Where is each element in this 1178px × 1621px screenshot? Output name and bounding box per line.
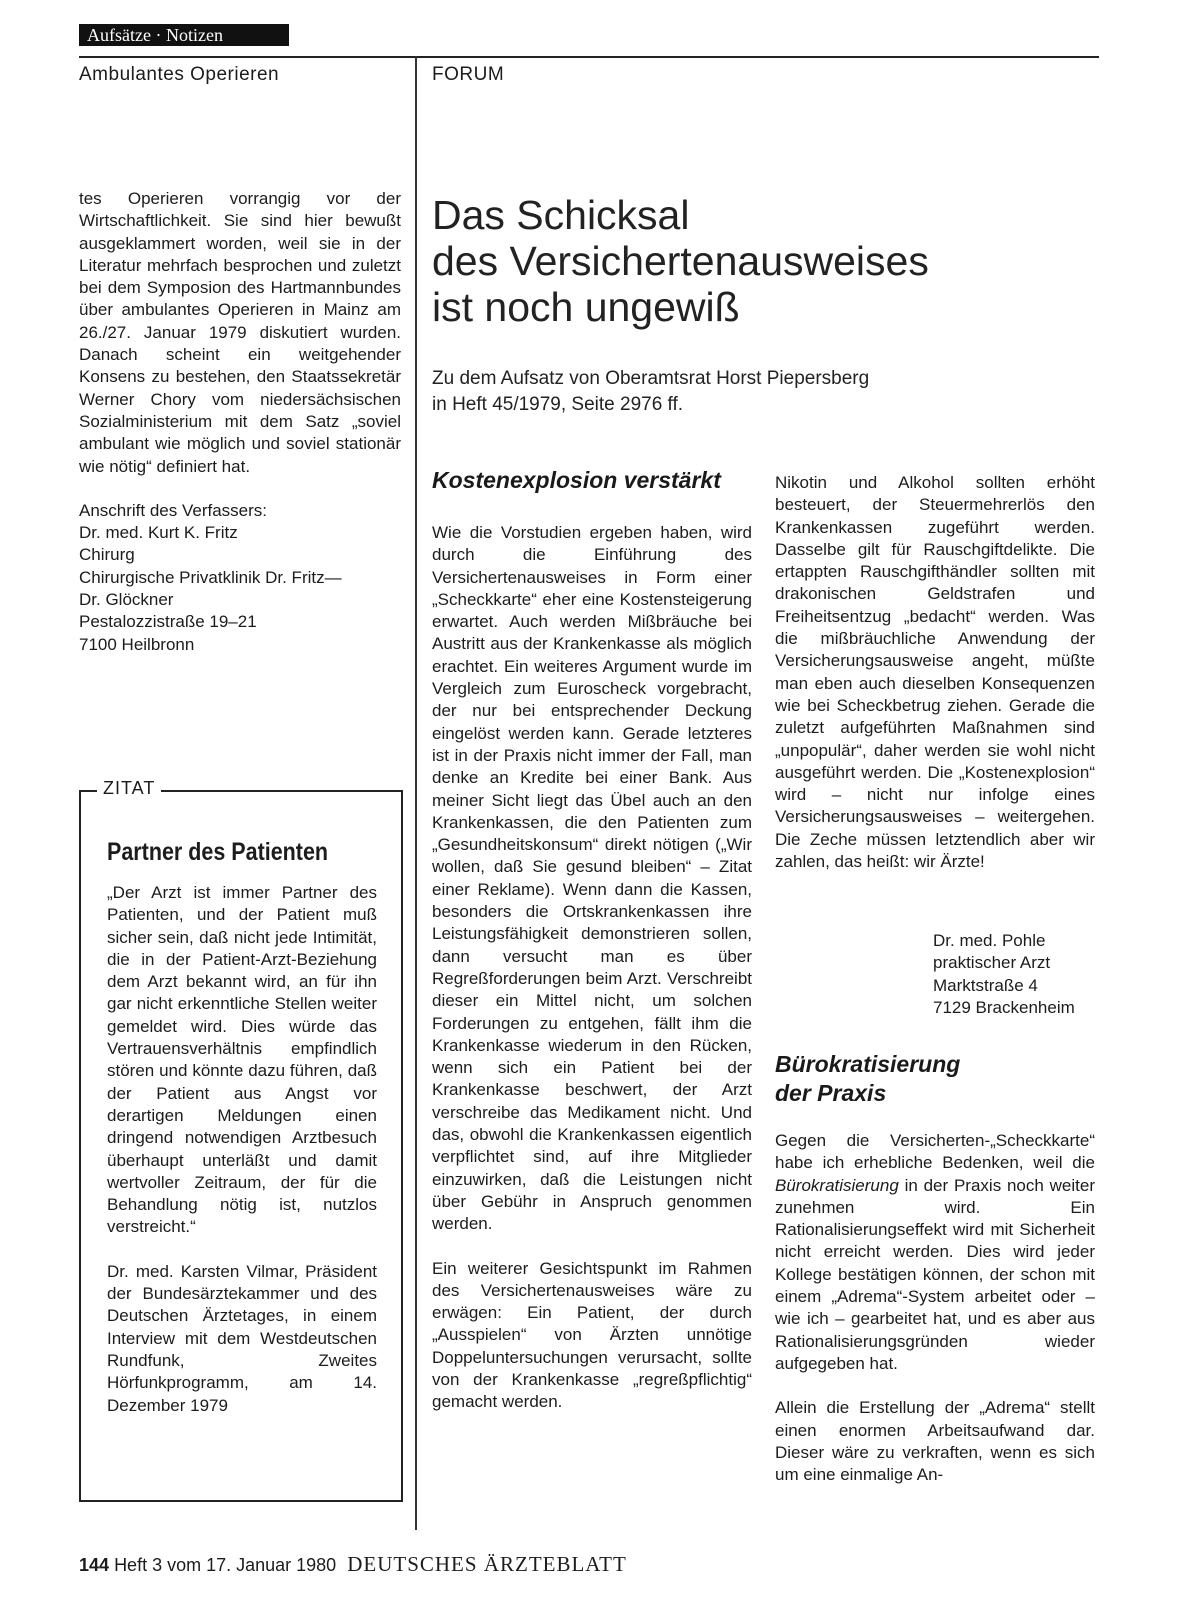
section-bar: Aufsätze · Notizen [79, 24, 289, 46]
letter2-text: in der Praxis noch weiter zunehmen wird. Ein Rationalisierungseffekt wird mit Sicherheit nicht erreicht werden. Dies wird jeder Kollege bestätigen können, der schon mit einem „Adrema“-System arbeitet oder – wie ich – gearbeitet hat, und es aber aus Rationalisierungsgründen wieder aufgegeben hat. [775, 1175, 1095, 1373]
page-footer [79, 1552, 627, 1577]
letter2-body [775, 1130, 1095, 1486]
author-address [79, 500, 401, 656]
letter2-subhead [775, 1050, 960, 1108]
letter1-signature [933, 930, 1075, 1019]
headline-line: ist noch ungewiß [432, 284, 740, 330]
signature-line: Marktstraße 4 [933, 975, 1038, 995]
quote-source: Dr. med. Karsten Vilmar, Präsident der Bundesärztekammer und des Deutschen Ärztetages, in einem Interview mit dem Westdeutschen Rundfunk, Zweites Hörfunkprogramm, am 14. Dezember 1979 [107, 1261, 377, 1415]
issue-info: Heft 3 vom 17. Januar 1980 [114, 1555, 337, 1575]
address-line: Anschrift des Verfassers: [79, 500, 268, 520]
left-column [79, 188, 401, 656]
quote-title: Partner des Patienten [107, 838, 329, 866]
dek-line: Zu dem Aufsatz von Oberamtsrat Horst Piepersberg [432, 368, 870, 389]
left-paragraph: tes Operieren vorrangig vor der Wirtschaftlichkeit. Sie sind hier bewußt ausgeklammert worden, weil sie in der Literatur mehrfach besprochen und zuletzt bei dem Symposion des Hartmannbundes über ambulantes Operieren in Mainz am 26./27. Januar 1979 diskutiert wurden. Danach scheint ein weitgehender Konsens zu bestehen, den Staatssekretär Werner Chory vom niedersächsischen Sozialministerium mit dem Satz „soviel ambulant wie möglich und soviel stationär wie nötig“ definiert hat. [79, 189, 401, 476]
subhead-line: Bürokratisierung [775, 1051, 961, 1077]
middle-column [432, 522, 752, 1414]
quote-text: „Der Arzt ist immer Partner des Patienten, und der Patient muß sicher sein, daß nicht jede Intimität, die in der Patient-Arzt-Beziehung dem Arzt bekannt wird, an für ihn gar nicht erkenntliche Stellen weiter gemeldet wird. Dies würde das Vertrauensverhältnis empfindlich stören und könnte dazu führen, daß der Patient aus Angst vor derartigen Meldungen einen dringend notwendigen Arztbesuch überhaupt unterläßt und damit wertvoller Zeitraum, der für die Behandlung nötig ist, nutzlos verstreicht.“ [107, 883, 377, 1237]
address-line: Dr. Glöckner [79, 590, 174, 610]
journal-name: DEUTSCHES ÄRZTEBLATT [347, 1552, 627, 1576]
address-line: Dr. med. Kurt K. Fritz [79, 523, 238, 543]
article-dek [432, 366, 869, 418]
letter2-paragraph [775, 1130, 1095, 1375]
signature-line: 7129 Brackenheim [933, 997, 1075, 1017]
quote-content [107, 882, 377, 1417]
address-line: Pestalozzistraße 19–21 [79, 612, 257, 632]
article-headline [432, 192, 929, 330]
headline-line: des Versichertenausweises [432, 238, 929, 284]
letter2-emphasis: Bürokratisierung [775, 1175, 899, 1195]
headline-line: Das Schicksal [432, 192, 690, 238]
right-column [775, 472, 1095, 873]
address-line: Chirurg [79, 545, 135, 565]
address-line: Chirurgische Privatklinik Dr. Fritz— [79, 567, 342, 587]
letter1-paragraph: Wie die Vorstudien ergeben haben, wird durch die Einführung des Versichertenausweises in Form einer „Scheckkarte“ eher eine Kostensteigerung erwartet. Auch werden Mißbräuche bei Austritt aus der Krankenkasse als möglich erachtet. Ein weiteres Argument wurde im Vergleich zum Euroscheck vorgebracht, der nur bei entsprechender Deckung eingelöst werden kann. Gerade letzteres ist in der Praxis nicht immer der Fall, man denke an Kredite bei einer Bank. Aus meiner Sicht liegt das Übel auch an den Krankenkassen, die den Patienten zum „Gesundheitskonsum“ direkt nötigen („Wir wollen, daß Sie gesund bleiben“ – Zitat einer Reklame). Wenn dann die Kassen, besonders die Ortskrankenkassen ihre Leistungsfähigkeit demonstrieren sollen, dann versucht man es über Regreßforderungen beim Arzt. Verschreibt dieser ein Mittel nicht, um solchen Forderungen zu entgehen, fällt ihm die Krankenkasse wiederum in den Rücken, wenn sich ein Patient bei der Krankenkasse beschwert, der Arzt verschreibe das Medikament nicht. Und das, obwohl die Krankenkassen eigentlich verpflichtet sind, auf ihre Mitglieder einzuwirken, daß die Leistungen nicht über Gebühr in Anspruch genommen werden. [432, 523, 752, 1234]
letter1-subhead: Kostenexplosion verstärkt [432, 467, 721, 493]
column-divider [415, 56, 417, 1530]
section-title-right: FORUM [432, 64, 505, 85]
page-number: 144 [79, 1555, 110, 1575]
letter2-paragraph: Allein die Erstellung der „Adrema“ stellt einen enormen Arbeitsaufwand dar. Dieser wäre zu verkraften, wenn es sich um eine einmalige An- [775, 1398, 1095, 1485]
letter1-paragraph: Nikotin und Alkohol sollten erhöht besteuert, der Steuermehrerlös den Krankenkassen zugeführt werden. Dasselbe gilt für Rauschgiftdelikte. Die ertappten Rauschgifthändler sollten mit drakonischen Geldstrafen und Freiheitsentzug „bedacht“ werden. Was die mißbräuchliche Anwendung der Versicherungsausweise angeht, müßte man eben auch dieselben Konsequenzen wie bei Scheckbetrug ziehen. Gerade die zuletzt aufgeführten Maßnahmen sind „unpopulär“, daher werden sie wohl nicht ausgeführt werden. Die „Kostenexplosion“ wird – nicht nur infolge eines Versicherungsausweises – weitergehen. Die Zeche müssen letztendlich aber wir zahlen, das heißt: wir Ärzte! [775, 473, 1095, 872]
address-line: 7100 Heilbronn [79, 634, 195, 654]
signature-line: praktischer Arzt [933, 953, 1051, 973]
subhead-line: der Praxis [775, 1080, 887, 1106]
letter1-paragraph: Ein weiterer Gesichtspunkt im Rahmen des Versichertenausweises wäre zu erwägen: Ein Patient, der durch „Ausspielen“ von Ärzten unnötige Doppeluntersuchungen verursacht, sollte von der Krankenkasse „regreßpflichtig“ gemacht werden. [432, 1258, 752, 1412]
quote-label: ZITAT [97, 778, 161, 799]
letter2-text: Gegen die Versicherten-„Scheckkarte“ habe ich erhebliche Bedenken, weil die [775, 1131, 1095, 1173]
dek-line: in Heft 45/1979, Seite 2976 ff. [432, 394, 684, 415]
header-rule [79, 56, 1099, 58]
signature-line: Dr. med. Pohle [933, 931, 1046, 950]
section-title-left: Ambulantes Operieren [79, 64, 280, 85]
